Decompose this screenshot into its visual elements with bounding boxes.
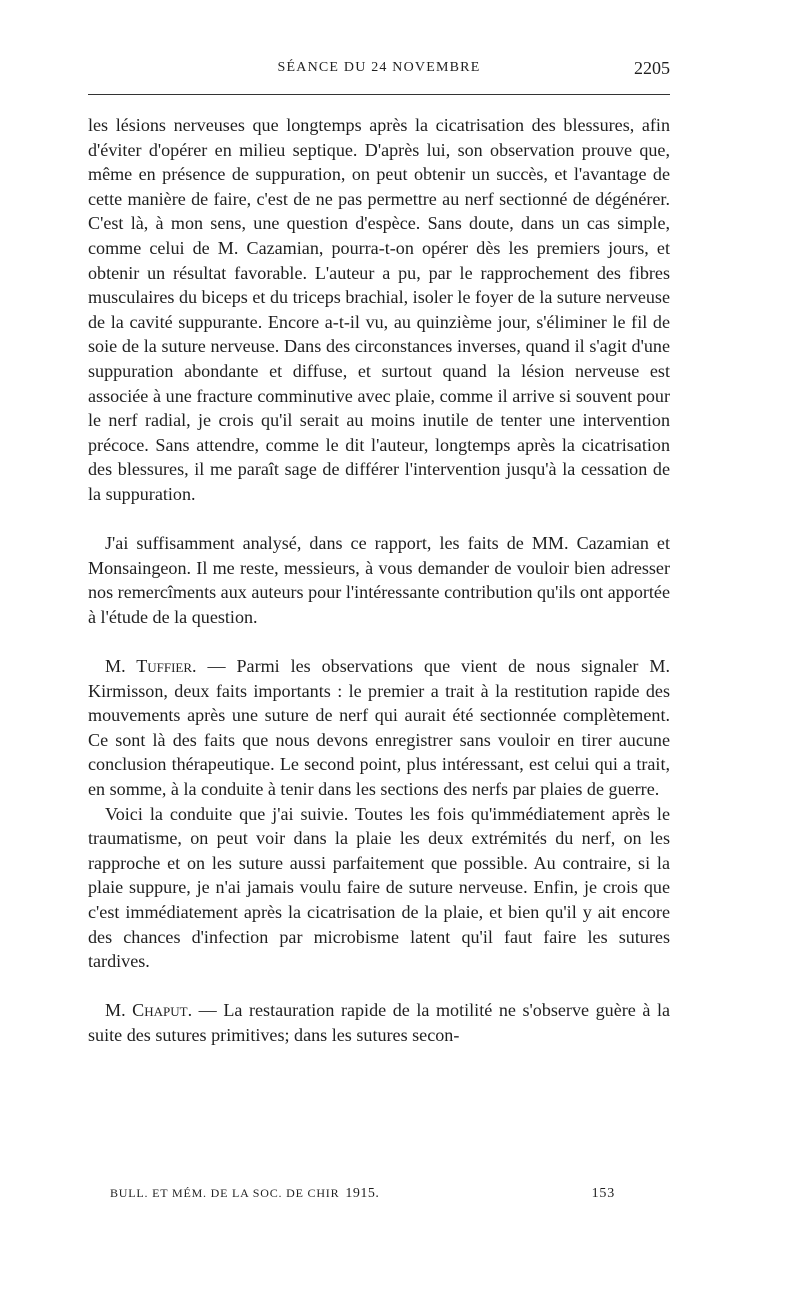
paragraph-tuffier-continued: Voici la conduite que j'ai suivie. Toutes les fois qu'immédiatement après le traumatisme, on peut voir dans la plaie les deux extrémités du nerf, on les rapproche et on les suture aussi parfaitement que possible. Au contraire, si la plaie suppure, je n'ai jamais voulu faire de suture nerveuse. Enfin, je crois que c'est immédiatement après la cicatrisation de la plaie, et bien qu'il y ait encore des chances d'infection par microbisme latent qu'il faut faire les sutures tardives. (88, 803, 670, 972)
paragraph-conclusion: J'ai suffisamment analysé, dans ce rapport, les faits de MM. Cazamian et Monsaingeon. Il me reste, messieurs, à vous demander de vouloir bien adresser nos remercîments aux auteurs pour l'intéressante contribution qu'ils ont apportée à l'étude de la question. (88, 533, 670, 627)
signature-mark: 153 (591, 1186, 615, 1201)
paragraph-chaput (88, 998, 670, 1047)
speaker-name: M. Chaput. (105, 1000, 193, 1021)
speaker-remark: — La restauration rapide de la motilité ne s'observe guère à la suite des sutures primitives; dans les sutures secon- (88, 1000, 670, 1045)
paragraph-tuffier (88, 654, 670, 802)
speaker-remark: — Parmi les observations que vient de nous signaler M. Kirmisson, deux faits importants : le premier a trait à la restitution rapide des mouvements après une suture de nerf qui aurait été sectionnée complètement. Ce sont là des faits que nous devons enregistrer sans vouloir en tirer aucune conclusion thérapeutique. Le second point, plus intéressant, est celui qui a trait, en somme, à la conduite à tenir dans les sections des nerfs par plaies de guerre. (88, 656, 670, 800)
page-body (88, 113, 670, 1048)
journal-title: BULL. ET MÉM. DE LA SOC. DE CHIR (110, 1186, 340, 1200)
page-number: 2205 (634, 58, 670, 78)
page-footer (110, 1186, 615, 1206)
speaker-name: M. Tuffier. (105, 656, 197, 677)
footer-journal (110, 1186, 379, 1202)
running-title: SÉANCE DU 24 NOVEMBRE (277, 60, 481, 75)
running-header (88, 58, 670, 80)
paragraph-continuation: les lésions nerveuses que longtemps après la cicatrisation des blessures, afin d'éviter d'opérer en milieu septique. D'après lui, son observation prouve que, même en présence de suppuration, on peut obtenir un succès, et l'avantage de cette manière de faire, c'est de ne pas permettre au nerf sectionné de dégénérer. C'est là, à mon sens, une question d'espèce. Sans doute, dans un cas simple, comme celui de M. Cazamian, pourra-t-on opérer dès les premiers jours, et obtenir un résultat favorable. L'auteur a pu, par le rapprochement des fibres musculaires du biceps et du triceps brachial, isoler le foyer de la suture nerveuse de la cavité suppurante. Encore a-t-il vu, au quinzième jour, s'éliminer le fil de soie de la suture nerveuse. Dans des circonstances inverses, quand il s'agit d'une suppuration abondante et diffuse, et surtout quand la lésion nerveuse est associée à une fracture comminutive avec plaie, comme il arrive si souvent pour le nerf radial, je crois qu'il serait au moins inutile de tenter une intervention précoce. Sans attendre, comme le dit l'auteur, longtemps après la cicatrisation des blessures, il me paraît sage de différer l'intervention jusqu'à la cessation de la suppuration. (88, 115, 670, 504)
header-rule (88, 94, 670, 95)
journal-year: 1915. (345, 1186, 380, 1201)
